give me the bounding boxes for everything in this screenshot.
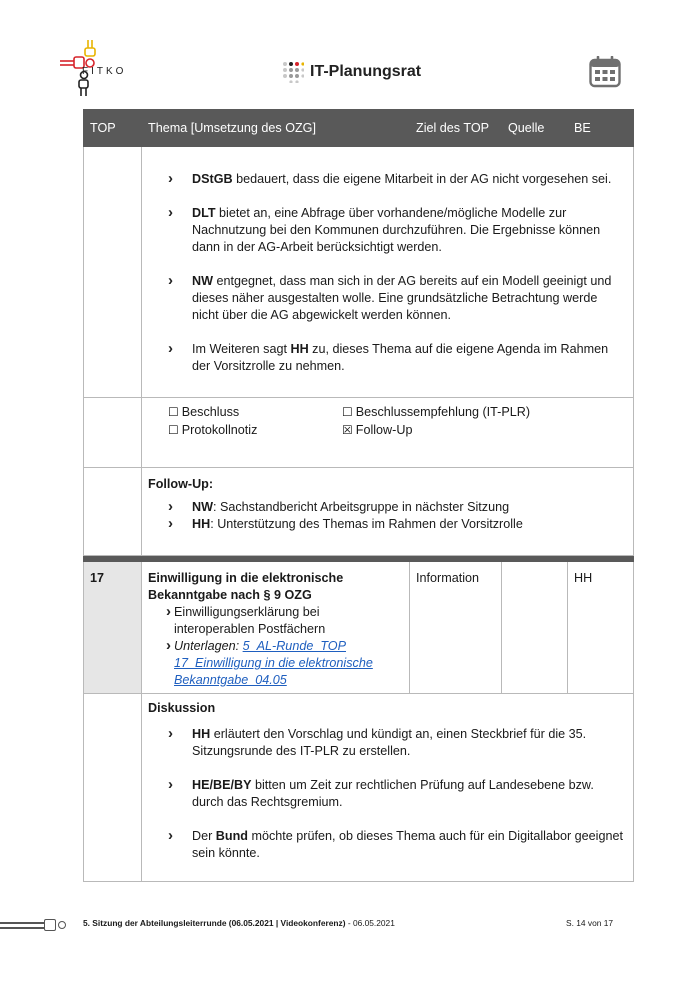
checkbox-icon: ☒ bbox=[342, 423, 353, 437]
statement-text: erläutert den Vorschlag und kündigt an, einen Steckbrief für die 35. Sitzungsrunde des IT-PLR zu erstellen. bbox=[192, 727, 587, 758]
top-17-bullet-text: Einwilligungserklärung bei interoperablen Postfächern bbox=[174, 605, 326, 636]
col-header-top: TOP bbox=[84, 110, 142, 147]
follow-up-title: Follow-Up: bbox=[148, 477, 214, 491]
top-17-thema-cell bbox=[142, 562, 410, 694]
list-item bbox=[148, 341, 625, 375]
statement-text: bedauert, dass die eigene Mitarbeit in der AG nicht vorgesehen sei. bbox=[232, 172, 612, 186]
follow-up-cell bbox=[142, 468, 634, 556]
cont-discussion-cell bbox=[142, 147, 634, 398]
list-item bbox=[148, 273, 625, 324]
diskussion-title: Diskussion bbox=[148, 701, 216, 715]
top-number: 17 bbox=[84, 562, 142, 694]
footer-decoration-circle bbox=[58, 921, 66, 929]
table-row bbox=[84, 694, 634, 882]
actor-label: DStGB bbox=[192, 172, 233, 186]
list-item bbox=[148, 726, 625, 760]
actor-label: NW bbox=[192, 500, 213, 514]
statement-text: bitten um Zeit zur rechtlichen Prüfung auf Landesebene bzw. durch das Rechtsgremium. bbox=[192, 778, 594, 809]
list-item bbox=[148, 828, 625, 862]
be-value: HH bbox=[568, 562, 634, 694]
actor-label: DLT bbox=[192, 206, 216, 220]
list-item bbox=[148, 516, 625, 533]
footer-date: - 06.05.2021 bbox=[345, 918, 395, 928]
actor-label: HH bbox=[192, 727, 211, 741]
statement-text: bietet an, eine Abfrage über vorhandene/mögliche Modelle zur Nachnutzung bei den Kommunen durchzuführen. Die Ergebnisse können dann in der AG-Arbeit berücksichtigt werden. bbox=[192, 206, 601, 254]
cont-discussion-list bbox=[148, 171, 625, 375]
list-item bbox=[148, 777, 625, 811]
checkbox-icon: ☐ bbox=[168, 423, 179, 437]
actor-label: HH bbox=[192, 517, 211, 531]
follow-up-list bbox=[148, 499, 625, 533]
follow-up-text: : Unterstützung des Themas im Rahmen der Vorsitzrolle bbox=[210, 517, 523, 531]
table-row-top-17 bbox=[84, 562, 634, 694]
dot-grid-icon bbox=[282, 61, 304, 83]
checkbox-label: Beschluss bbox=[181, 405, 240, 419]
unterlagen-label: Unterlagen: bbox=[174, 639, 240, 653]
list-item bbox=[148, 499, 625, 516]
quelle-value bbox=[502, 562, 568, 694]
agenda-table bbox=[83, 109, 634, 882]
checkbox-label: Follow-Up bbox=[355, 423, 413, 437]
list-item bbox=[148, 205, 625, 256]
table-header-row bbox=[84, 110, 634, 147]
list-item bbox=[148, 604, 401, 638]
top-17-list bbox=[148, 604, 401, 689]
footer-decoration-square bbox=[44, 919, 56, 931]
col-header-be: BE bbox=[568, 110, 634, 147]
result-type-cell bbox=[142, 398, 634, 468]
table-row bbox=[84, 468, 634, 556]
statement-text: entgegnet, dass man sich in der AG bereits auf ein Modell geeinigt und dieses näher ausgestalten wolle. Eine grundsätzliche Betrachtung werde nicht über die AG abgewickelt werden können. bbox=[192, 274, 612, 322]
list-item bbox=[148, 171, 625, 188]
checkbox-icon: ☐ bbox=[168, 405, 179, 419]
top-cell-empty bbox=[84, 398, 142, 468]
statement-prefix: Im Weiteren sagt bbox=[192, 342, 291, 356]
checkbox-beschluss[interactable] bbox=[168, 404, 342, 421]
top-cell-empty bbox=[84, 147, 142, 398]
checkbox-protokollnotiz[interactable] bbox=[168, 422, 342, 439]
ziel-value: Information bbox=[410, 562, 502, 694]
top-cell-empty bbox=[84, 694, 142, 882]
table-row bbox=[84, 147, 634, 398]
checkbox-label: Protokollnotiz bbox=[181, 423, 258, 437]
checkbox-beschlussempfehlung[interactable] bbox=[342, 404, 542, 421]
actor-label: NW bbox=[192, 274, 213, 288]
footer-doc-title bbox=[83, 918, 395, 928]
diskussion-cell bbox=[142, 694, 634, 882]
actor-label: HE/BE/BY bbox=[192, 778, 252, 792]
follow-up-text: : Sachstandbericht Arbeitsgruppe in nächster Sitzung bbox=[212, 500, 510, 514]
calendar-icon bbox=[589, 56, 621, 88]
list-item bbox=[148, 638, 401, 689]
top-cell-empty bbox=[84, 468, 142, 556]
fitko-logo bbox=[60, 40, 140, 98]
footer-page-number: S. 14 von 17 bbox=[566, 918, 614, 928]
diskussion-list bbox=[148, 726, 625, 862]
col-header-quelle: Quelle bbox=[502, 110, 568, 147]
fitko-logo-text: FITKO bbox=[82, 66, 127, 77]
footer-title-bold: 5. Sitzung der Abteilungsleiterrunde (06.05.2021 | Videokonferenz) bbox=[83, 918, 346, 928]
actor-label: Bund bbox=[215, 829, 248, 843]
col-header-ziel: Ziel des TOP bbox=[410, 110, 502, 147]
top-17-title: Einwilligung in die elektronische Bekanntgabe nach § 9 OZG bbox=[148, 571, 344, 602]
checkbox-icon: ☐ bbox=[342, 405, 353, 419]
it-planungsrat-logo bbox=[282, 58, 421, 86]
table-row bbox=[84, 398, 634, 468]
col-header-thema: Thema [Umsetzung des OZG] bbox=[142, 110, 410, 147]
statement-text: möchte prüfen, ob dieses Thema auch für ein Digitallabor geeignet sein könnte. bbox=[192, 829, 623, 860]
checkbox-follow-up[interactable] bbox=[342, 422, 542, 439]
unterlagen-link[interactable]: 5_AL-Runde_TOP 17_Einwilligung in die elektronische Bekanntgabe_04.05 bbox=[174, 639, 373, 687]
statement-prefix: Der bbox=[192, 829, 216, 843]
it-planungsrat-title: IT-Planungsrat bbox=[310, 63, 422, 80]
checkbox-label: Beschlussempfehlung (IT-PLR) bbox=[355, 405, 531, 419]
result-type-checkboxes bbox=[148, 404, 625, 439]
footer-decoration-line bbox=[0, 922, 44, 929]
statement-text: zu, dieses Thema auf die eigene Agenda im Rahmen der Vorsitzrolle zu nehmen. bbox=[192, 342, 609, 373]
actor-label: HH bbox=[290, 342, 309, 356]
